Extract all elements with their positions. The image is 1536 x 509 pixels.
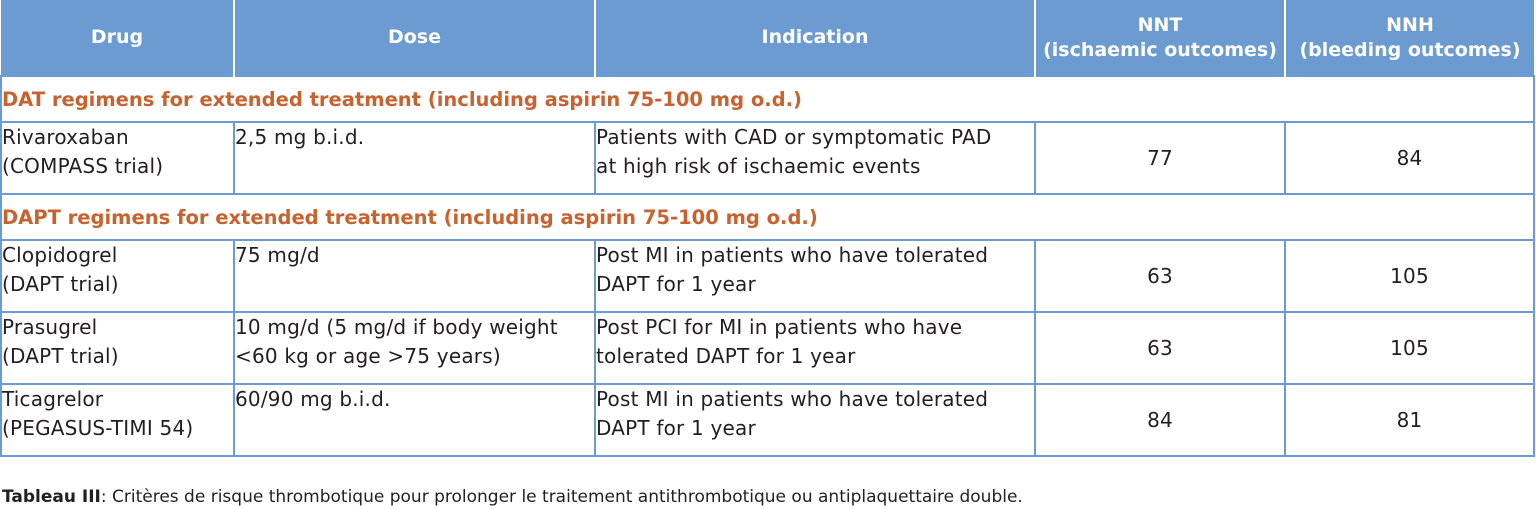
drug-cell: [1, 312, 234, 384]
drug-trial: (PEGASUS-TIMI 54): [2, 416, 194, 440]
header-nnt-line1: NNT: [1137, 13, 1183, 36]
drug-cell: [1, 122, 234, 194]
dose-cell: [234, 384, 595, 456]
header-nnh-line2: (bleeding outcomes): [1299, 38, 1521, 61]
indication-line1: Post MI in patients who have tolerated: [596, 387, 989, 411]
dose-text: 2,5 mg b.i.d.: [235, 125, 365, 149]
dose-cell: [234, 122, 595, 194]
caption-separator: :: [100, 487, 113, 507]
header-nnh-line1: NNH: [1386, 13, 1434, 36]
header-nnt: [1035, 0, 1285, 76]
section-title-dat: DAT regimens for extended treatment (including aspirin 75-100 mg o.d.): [1, 76, 1534, 122]
indication-cell: [595, 240, 1035, 312]
drug-cell: [1, 240, 234, 312]
header-dose: Dose: [234, 0, 595, 76]
table-row: [1, 312, 1534, 384]
dose-text: 75 mg/d: [235, 243, 320, 267]
indication-cell: [595, 122, 1035, 194]
table-row: [1, 240, 1534, 312]
nnt-cell: 63: [1035, 240, 1285, 312]
indication-line2: tolerated DAPT for 1 year: [596, 344, 856, 368]
indication-cell: [595, 312, 1035, 384]
caption-text: Critères de risque thrombotique pour prolonger le traitement antithrombotique ou antiplaquettaire double.: [112, 487, 1023, 507]
table-row: [1, 384, 1534, 456]
drug-cell: [1, 384, 234, 456]
section-row-dapt: [1, 194, 1534, 240]
header-indication: Indication: [595, 0, 1035, 76]
indication-line1: Post MI in patients who have tolerated: [596, 243, 989, 267]
section-title-dapt: DAPT regimens for extended treatment (including aspirin 75-100 mg o.d.): [1, 194, 1534, 240]
table-row: [1, 122, 1534, 194]
drug-trial: (DAPT trial): [2, 272, 119, 296]
dose-cell: [234, 240, 595, 312]
indication-line2: at high risk of ischaemic events: [596, 154, 921, 178]
table-caption: [2, 487, 1023, 507]
header-drug: Drug: [1, 0, 234, 76]
nnt-cell: 63: [1035, 312, 1285, 384]
table-header-row: [1, 0, 1534, 76]
dose-line1: 10 mg/d (5 mg/d if body weight: [235, 315, 558, 339]
indication-cell: [595, 384, 1035, 456]
section-row-dat: [1, 76, 1534, 122]
indication-line1: Patients with CAD or symptomatic PAD: [596, 125, 992, 149]
dose-text: 60/90 mg b.i.d.: [235, 387, 391, 411]
drug-name: Rivaroxaban: [2, 125, 129, 149]
nnt-cell: 77: [1035, 122, 1285, 194]
indication-line2: DAPT for 1 year: [596, 416, 756, 440]
nnh-cell: 84: [1285, 122, 1534, 194]
drug-name: Clopidogrel: [2, 243, 118, 267]
indication-line2: DAPT for 1 year: [596, 272, 756, 296]
drug-trial: (DAPT trial): [2, 344, 119, 368]
nnt-cell: 84: [1035, 384, 1285, 456]
caption-label: Tableau III: [2, 487, 101, 507]
drug-name: Ticagrelor: [2, 387, 104, 411]
nnh-cell: 81: [1285, 384, 1534, 456]
nnh-cell: 105: [1285, 240, 1534, 312]
dose-cell: [234, 312, 595, 384]
indication-line1: Post PCI for MI in patients who have: [596, 315, 963, 339]
header-nnh: [1285, 0, 1534, 76]
header-nnt-line2: (ischaemic outcomes): [1043, 38, 1277, 61]
dose-line2: <60 kg or age >75 years): [235, 344, 501, 368]
drug-trial: (COMPASS trial): [2, 154, 164, 178]
drug-name: Prasugrel: [2, 315, 98, 339]
nnh-cell: 105: [1285, 312, 1534, 384]
